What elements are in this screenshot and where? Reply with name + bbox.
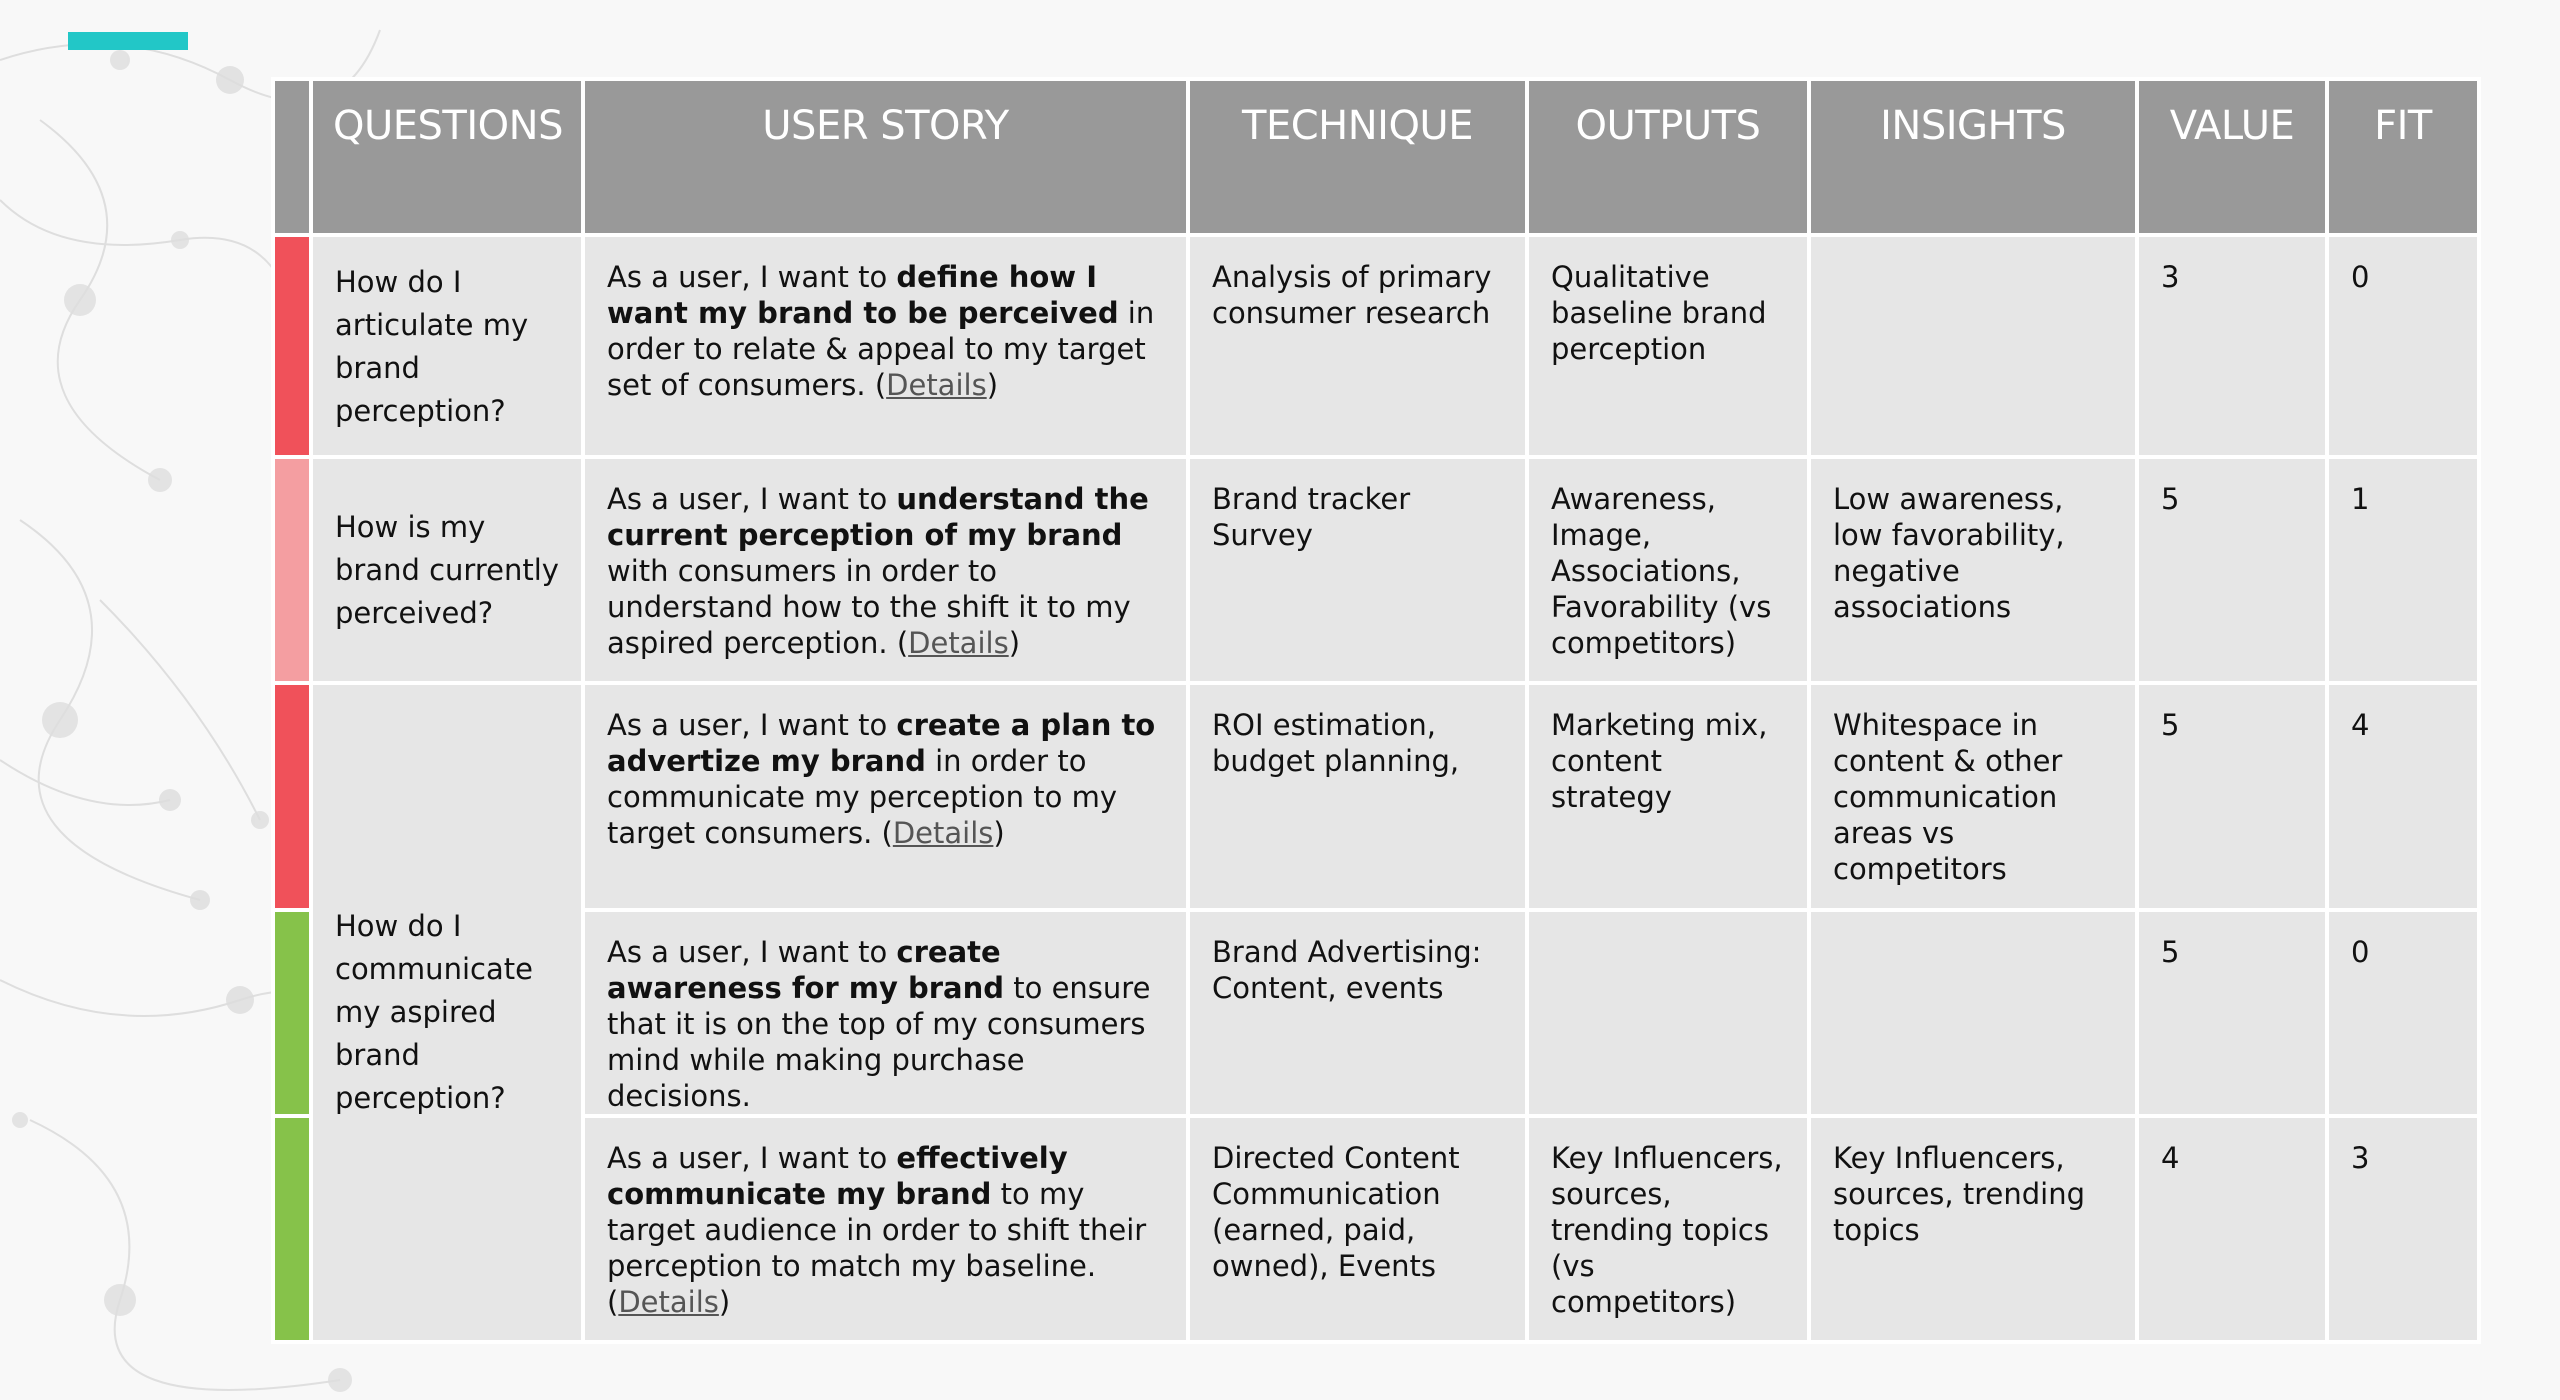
story-highlight: effectively communicate my brand (607, 1141, 1068, 1211)
fit-cell: 4 (2329, 685, 2477, 908)
technique-cell: Brand Advertising: Content, events (1190, 912, 1525, 1114)
story-highlight: understand the current perception of my brand (607, 482, 1149, 552)
story-suffix: in order to communicate my perception to my target consumers. ( (607, 744, 1118, 850)
header-user-story: USER STORY (585, 81, 1186, 233)
table-row (275, 459, 2477, 681)
details-link[interactable]: Details (908, 626, 1009, 660)
value-cell: 4 (2139, 1118, 2325, 1340)
story-highlight: create a plan to advertize my brand (607, 708, 1156, 778)
story-end: ) (993, 816, 1005, 850)
story-end: ) (986, 368, 999, 402)
details-link[interactable]: Details (892, 816, 994, 850)
fit-cell: 1 (2329, 459, 2477, 681)
header-technique: TECHNIQUE (1190, 81, 1525, 233)
fit-cell: 0 (2329, 912, 2477, 1114)
insights-cell (1811, 912, 2135, 1114)
header-marker-cell (275, 81, 309, 233)
value-cell: 5 (2139, 685, 2325, 908)
fit-cell: 0 (2329, 237, 2477, 455)
priority-marker (275, 685, 309, 908)
question-cell: How do I communicate my aspired brand perception? (313, 685, 581, 1340)
question-cell: How is my brand currently perceived? (313, 459, 581, 681)
user-story-cell (585, 912, 1186, 1114)
priority-marker (275, 237, 309, 455)
table-row (275, 237, 2477, 455)
details-link[interactable]: Details (886, 368, 987, 402)
outputs-cell: Marketing mix, content strategy (1529, 685, 1807, 908)
table-row (275, 912, 2477, 1114)
question-cell: How do I articulate my brand perception? (313, 237, 581, 455)
table-row (275, 1118, 2477, 1340)
value-cell: 5 (2139, 459, 2325, 681)
story-suffix: with consumers in order to understand how to the shift it to my aspired perception. ( (607, 554, 1131, 660)
user-story-cell (585, 685, 1186, 908)
insights-cell: Key Influencers, sources, trending topics (1811, 1118, 2135, 1340)
user-story-cell (585, 459, 1186, 681)
technique-cell: ROI estimation, budget planning, (1190, 685, 1525, 908)
header-insights: INSIGHTS (1811, 81, 2135, 233)
value-cell: 3 (2139, 237, 2325, 455)
outputs-cell: Qualitative baseline brand perception (1529, 237, 1807, 455)
story-prefix: As a user, I want to (607, 260, 897, 294)
story-suffix: to ensure that it is on the top of my consumers mind while making purchase decisions. (607, 971, 1151, 1113)
technique-cell: Brand tracker Survey (1190, 459, 1525, 681)
header-value: VALUE (2139, 81, 2325, 233)
value-cell: 5 (2139, 912, 2325, 1114)
story-suffix: in order to relate & appeal to my target set of consumers. ( (607, 296, 1155, 402)
story-prefix: As a user, I want to (607, 1141, 897, 1175)
outputs-cell: Key Influencers, sources, trending topics (vs competitors) (1529, 1118, 1807, 1340)
outputs-cell (1529, 912, 1807, 1114)
story-highlight: define how I want my brand to be perceived (607, 260, 1119, 330)
priority-marker (275, 1118, 309, 1340)
header-row (275, 81, 2477, 233)
outputs-cell: Awareness, Image, Associations, Favorability (vs competitors) (1529, 459, 1807, 681)
header-questions: QUESTIONS (313, 81, 581, 233)
fit-cell: 3 (2329, 1118, 2477, 1340)
user-story-cell (585, 1118, 1186, 1340)
table-row (275, 685, 2477, 908)
story-prefix: As a user, I want to (607, 708, 897, 742)
priority-marker (275, 459, 309, 681)
details-link[interactable]: Details (618, 1285, 719, 1319)
technique-cell: Directed Content Communication (earned, paid, owned), Events (1190, 1118, 1525, 1340)
user-story-cell (585, 237, 1186, 455)
technique-cell: Analysis of primary consumer research (1190, 237, 1525, 455)
accent-bar (68, 32, 188, 50)
story-end: ) (1008, 626, 1021, 660)
story-prefix: As a user, I want to (607, 935, 897, 969)
story-highlight: create awareness for my brand (607, 935, 1005, 1005)
header-outputs: OUTPUTS (1529, 81, 1807, 233)
header-fit: FIT (2329, 81, 2477, 233)
insights-cell: Low awareness, low favorability, negative associations (1811, 459, 2135, 681)
story-suffix: to my target audience in order to shift their perception to match my baseline. ( (607, 1177, 1147, 1319)
insights-cell: Whitespace in content & other communication areas vs competitors (1811, 685, 2135, 908)
insights-cell (1811, 237, 2135, 455)
story-prefix: As a user, I want to (607, 482, 897, 516)
priority-marker (275, 912, 309, 1114)
user-story-table (271, 77, 2481, 1344)
story-end: ) (718, 1285, 731, 1319)
